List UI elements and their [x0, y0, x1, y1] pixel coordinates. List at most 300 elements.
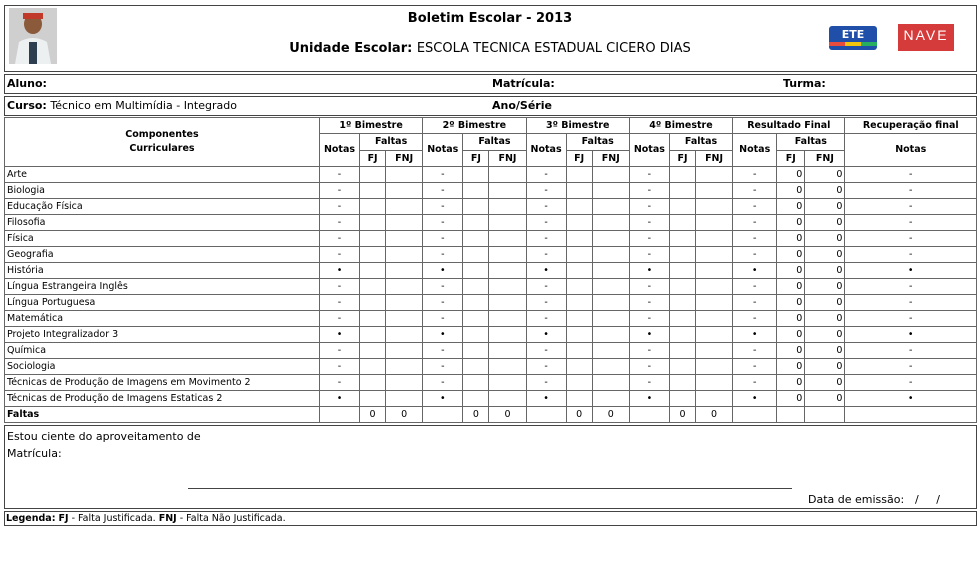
fnj-cell	[386, 295, 423, 311]
fj-cell	[669, 247, 695, 263]
fj-cell	[463, 375, 489, 391]
fj-cell	[669, 215, 695, 231]
nota-cell: -	[629, 199, 669, 215]
nota-final-cell: -	[733, 359, 777, 375]
nota-cell: •	[629, 327, 669, 343]
recuperacao-cell: -	[845, 247, 977, 263]
nota-cell: •	[319, 263, 359, 279]
fj-cell	[463, 279, 489, 295]
nota-final-cell: •	[733, 391, 777, 407]
table-row	[5, 279, 977, 295]
fnj-header: FNJ	[805, 151, 845, 167]
fnj-total-cell: 0	[386, 407, 423, 423]
fj-total-cell: 0	[463, 407, 489, 423]
fnj-cell	[696, 279, 733, 295]
fj-cell	[360, 311, 386, 327]
fj-cell	[360, 375, 386, 391]
nota-final-cell: -	[733, 279, 777, 295]
table-row	[5, 215, 977, 231]
recuperacao-cell: -	[845, 359, 977, 375]
fnj-cell	[489, 327, 526, 343]
fnj-cell	[386, 359, 423, 375]
fnj-final-cell: 0	[805, 183, 845, 199]
ano-serie-label: Ano/Série	[492, 99, 552, 112]
notas-header: Notas	[319, 134, 359, 167]
recuperacao-cell: •	[845, 391, 977, 407]
fj-cell	[566, 167, 592, 183]
nota-cell: -	[423, 295, 463, 311]
nota-cell: -	[629, 215, 669, 231]
nota-cell: -	[629, 231, 669, 247]
nota-cell: -	[629, 295, 669, 311]
fnj-cell	[386, 263, 423, 279]
nota-cell: -	[526, 215, 566, 231]
unit-label: Unidade Escolar:	[289, 41, 413, 56]
nota-final-cell: -	[733, 311, 777, 327]
componentes-label: Componentes	[125, 129, 199, 140]
data-emissao-label: Data de emissão:	[808, 493, 905, 506]
fnj-cell	[386, 183, 423, 199]
table-row	[5, 327, 977, 343]
recuperacao-cell: -	[845, 311, 977, 327]
fnj-header: FNJ	[592, 151, 629, 167]
fj-cell	[360, 199, 386, 215]
nota-cell: -	[423, 183, 463, 199]
nota-cell: -	[629, 183, 669, 199]
recuperacao-cell: -	[845, 183, 977, 199]
fnj-cell	[592, 215, 629, 231]
fj-final-cell: 0	[777, 199, 805, 215]
fnj-final-cell: 0	[805, 375, 845, 391]
recuperacao-header: Recuperação final	[845, 118, 977, 134]
faltas-header: Faltas	[566, 134, 629, 151]
fnj-cell	[696, 311, 733, 327]
fj-final-cell: 0	[777, 359, 805, 375]
faltas-header: Faltas	[669, 134, 732, 151]
nota-cell: •	[526, 263, 566, 279]
nota-cell: -	[526, 199, 566, 215]
fnj-cell	[386, 167, 423, 183]
table-row	[5, 343, 977, 359]
fnj-cell	[696, 391, 733, 407]
notas-header: Notas	[526, 134, 566, 167]
fnj-final-total-cell	[805, 407, 845, 423]
fnj-final-cell: 0	[805, 295, 845, 311]
nota-final-total-cell	[733, 407, 777, 423]
fnj-total-cell: 0	[696, 407, 733, 423]
fj-cell	[463, 391, 489, 407]
fj-cell	[360, 215, 386, 231]
fnj-cell	[592, 183, 629, 199]
nota-cell: -	[526, 279, 566, 295]
student-info-box	[4, 74, 977, 94]
fnj-cell	[489, 247, 526, 263]
fj-cell	[360, 295, 386, 311]
fj-cell	[463, 359, 489, 375]
fj-cell	[566, 215, 592, 231]
fj-cell	[360, 327, 386, 343]
fnj-cell	[592, 263, 629, 279]
fj-final-cell: 0	[777, 295, 805, 311]
fnj-cell	[386, 279, 423, 295]
legend-text: Legenda: FJ - Falta Justificada. FNJ - Falta Não Justificada.	[6, 513, 286, 524]
nota-cell: •	[526, 327, 566, 343]
fj-cell	[669, 295, 695, 311]
fj-cell	[360, 167, 386, 183]
fnj-final-cell: 0	[805, 279, 845, 295]
subject-name: Educação Física	[5, 199, 320, 215]
nota-cell: -	[423, 215, 463, 231]
fj-cell	[669, 375, 695, 391]
fnj-cell	[592, 359, 629, 375]
fj-cell	[669, 343, 695, 359]
fj-cell	[360, 231, 386, 247]
fj-cell	[463, 167, 489, 183]
fj-cell	[566, 375, 592, 391]
fnj-cell	[592, 295, 629, 311]
nota-final-cell: -	[733, 343, 777, 359]
fj-final-cell: 0	[777, 375, 805, 391]
nota-total-cell	[526, 407, 566, 423]
nota-final-cell: -	[733, 375, 777, 391]
fnj-cell	[386, 391, 423, 407]
fj-cell	[360, 391, 386, 407]
recuperacao-cell: -	[845, 279, 977, 295]
nota-cell: -	[526, 247, 566, 263]
curriculares-label: Curriculares	[129, 143, 195, 154]
subject-name: Biologia	[5, 183, 320, 199]
fj-cell	[566, 279, 592, 295]
fnj-final-cell: 0	[805, 231, 845, 247]
nota-cell: -	[423, 279, 463, 295]
fnj-cell	[386, 215, 423, 231]
nota-cell: -	[319, 167, 359, 183]
fnj-cell	[592, 375, 629, 391]
nota-cell: •	[629, 391, 669, 407]
matricula-label: Matrícula:	[492, 77, 555, 90]
table-row	[5, 263, 977, 279]
fj-cell	[566, 295, 592, 311]
nota-total-cell	[319, 407, 359, 423]
fj-cell	[360, 343, 386, 359]
bimestre-2-header: 2º Bimestre	[423, 118, 526, 134]
nota-final-cell: -	[733, 183, 777, 199]
fj-header: FJ	[777, 151, 805, 167]
fnj-cell	[489, 375, 526, 391]
fnj-cell	[386, 375, 423, 391]
nota-cell: -	[629, 375, 669, 391]
nota-cell: -	[319, 215, 359, 231]
fj-cell	[360, 247, 386, 263]
fnj-cell	[696, 295, 733, 311]
nota-cell: -	[423, 231, 463, 247]
fj-final-cell: 0	[777, 231, 805, 247]
nota-cell: -	[319, 295, 359, 311]
recuperacao-cell: -	[845, 215, 977, 231]
nota-cell: -	[423, 359, 463, 375]
fnj-cell	[592, 231, 629, 247]
nota-cell: -	[319, 231, 359, 247]
nave-logo: NAVE	[898, 24, 954, 51]
fj-cell	[669, 199, 695, 215]
faltas-total-row	[5, 407, 977, 423]
notas-header: Notas	[629, 134, 669, 167]
nota-cell: -	[319, 199, 359, 215]
recuperacao-cell: -	[845, 199, 977, 215]
nota-cell: -	[629, 311, 669, 327]
fnj-cell	[696, 327, 733, 343]
notas-header: Notas	[423, 134, 463, 167]
table-row	[5, 231, 977, 247]
nota-cell: -	[526, 295, 566, 311]
faltas-header: Faltas	[463, 134, 526, 151]
nota-cell: •	[423, 327, 463, 343]
nota-cell: -	[423, 343, 463, 359]
nota-final-cell: •	[733, 263, 777, 279]
fnj-cell	[386, 231, 423, 247]
subject-name: Arte	[5, 167, 320, 183]
fnj-cell	[489, 263, 526, 279]
nota-cell: -	[629, 343, 669, 359]
fnj-cell	[592, 167, 629, 183]
fnj-cell	[489, 183, 526, 199]
fnj-cell	[696, 247, 733, 263]
nota-cell: -	[526, 311, 566, 327]
nota-cell: -	[526, 359, 566, 375]
fnj-cell	[489, 231, 526, 247]
notas-header: Notas	[845, 134, 977, 167]
fj-cell	[669, 279, 695, 295]
nota-final-cell: -	[733, 231, 777, 247]
fnj-final-cell: 0	[805, 359, 845, 375]
resultado-final-header: Resultado Final	[733, 118, 845, 134]
nota-cell: -	[319, 311, 359, 327]
turma-label: Turma:	[783, 77, 826, 90]
matricula-footer: Matrícula:	[7, 447, 62, 460]
nota-cell: •	[629, 263, 669, 279]
curso-value: Técnico em Multimídia - Integrado	[50, 99, 237, 112]
bimestre-4-header: 4º Bimestre	[629, 118, 732, 134]
recuperacao-cell: -	[845, 375, 977, 391]
fj-cell	[360, 263, 386, 279]
fnj-cell	[696, 215, 733, 231]
fj-cell	[463, 311, 489, 327]
fj-cell	[360, 183, 386, 199]
fj-final-cell: 0	[777, 167, 805, 183]
fj-total-cell: 0	[360, 407, 386, 423]
fnj-final-cell: 0	[805, 311, 845, 327]
fj-cell	[463, 263, 489, 279]
fj-cell	[566, 311, 592, 327]
notas-header: Notas	[733, 134, 777, 167]
fnj-cell	[592, 279, 629, 295]
nota-cell: -	[423, 247, 463, 263]
subject-name: Técnicas de Produção de Imagens Estaticas 2	[5, 391, 320, 407]
fnj-final-cell: 0	[805, 215, 845, 231]
fj-cell	[566, 327, 592, 343]
faltas-header: Faltas	[777, 134, 845, 151]
fnj-final-cell: 0	[805, 167, 845, 183]
nota-cell: -	[319, 279, 359, 295]
fj-cell	[463, 183, 489, 199]
fj-cell	[669, 327, 695, 343]
faltas-total-label: Faltas	[5, 407, 320, 423]
fnj-cell	[386, 327, 423, 343]
fj-cell	[360, 279, 386, 295]
fj-cell	[566, 231, 592, 247]
fnj-total-cell: 0	[592, 407, 629, 423]
subject-name: Técnicas de Produção de Imagens em Movimento 2	[5, 375, 320, 391]
fj-final-cell: 0	[777, 183, 805, 199]
fnj-cell	[592, 343, 629, 359]
signature-line	[188, 488, 792, 489]
recuperacao-cell: -	[845, 231, 977, 247]
recuperacao-cell: •	[845, 263, 977, 279]
fj-cell	[566, 343, 592, 359]
fj-header: FJ	[463, 151, 489, 167]
curso-label: Curso: Técnico em Multimídia - Integrado	[7, 99, 237, 112]
fj-final-cell: 0	[777, 391, 805, 407]
nota-cell: -	[526, 231, 566, 247]
fnj-cell	[696, 375, 733, 391]
ciente-text: Estou ciente do aproveitamento de	[7, 430, 201, 443]
fj-cell	[463, 327, 489, 343]
bimestre-1-header: 1º Bimestre	[319, 118, 422, 134]
nota-cell: -	[526, 375, 566, 391]
fnj-final-cell: 0	[805, 391, 845, 407]
fj-cell	[463, 199, 489, 215]
fnj-cell	[592, 199, 629, 215]
recuperacao-cell: •	[845, 327, 977, 343]
nota-cell: -	[319, 247, 359, 263]
recuperacao-cell: -	[845, 167, 977, 183]
nota-cell: •	[423, 263, 463, 279]
unit-value: ESCOLA TECNICA ESTADUAL CICERO DIAS	[416, 41, 691, 56]
fj-cell	[463, 295, 489, 311]
report-title: Boletim Escolar - 2013	[407, 11, 573, 26]
fnj-cell	[592, 247, 629, 263]
fj-final-cell: 0	[777, 343, 805, 359]
fnj-cell	[386, 343, 423, 359]
fj-cell	[669, 391, 695, 407]
fj-header: FJ	[566, 151, 592, 167]
nota-cell: -	[526, 167, 566, 183]
data-emissao-value: / /	[915, 493, 940, 506]
fnj-final-cell: 0	[805, 327, 845, 343]
fnj-header: FNJ	[386, 151, 423, 167]
fnj-final-cell: 0	[805, 343, 845, 359]
aluno-label: Aluno:	[7, 77, 47, 90]
fnj-cell	[592, 391, 629, 407]
fj-cell	[566, 199, 592, 215]
subject-name: Língua Estrangeira Inglês	[5, 279, 320, 295]
fnj-cell	[489, 295, 526, 311]
fj-cell	[669, 263, 695, 279]
fnj-cell	[696, 199, 733, 215]
recuperacao-total-cell	[845, 407, 977, 423]
nota-final-cell: -	[733, 247, 777, 263]
fnj-cell	[696, 359, 733, 375]
nota-cell: •	[526, 391, 566, 407]
fnj-cell	[696, 343, 733, 359]
grade-table	[4, 117, 977, 423]
table-row	[5, 295, 977, 311]
fj-cell	[566, 359, 592, 375]
fj-cell	[566, 263, 592, 279]
nota-cell: -	[319, 359, 359, 375]
nota-cell: -	[629, 279, 669, 295]
bimestre-3-header: 3º Bimestre	[526, 118, 629, 134]
nota-cell: -	[629, 247, 669, 263]
fj-final-cell: 0	[777, 327, 805, 343]
nota-cell: -	[423, 375, 463, 391]
ete-logo-text: ETE	[841, 28, 865, 41]
fj-final-cell: 0	[777, 279, 805, 295]
recuperacao-cell: -	[845, 295, 977, 311]
subject-name: Geografia	[5, 247, 320, 263]
fnj-cell	[489, 391, 526, 407]
nota-final-cell: -	[733, 199, 777, 215]
table-row	[5, 391, 977, 407]
subject-name: Sociologia	[5, 359, 320, 375]
fj-final-cell: 0	[777, 263, 805, 279]
componentes-header	[5, 118, 320, 167]
fnj-final-cell: 0	[805, 199, 845, 215]
nota-cell: -	[423, 199, 463, 215]
nota-cell: -	[629, 359, 669, 375]
fnj-cell	[489, 215, 526, 231]
fj-total-cell: 0	[566, 407, 592, 423]
nota-cell: •	[319, 327, 359, 343]
fnj-cell	[489, 359, 526, 375]
nota-cell: -	[319, 375, 359, 391]
fnj-total-cell: 0	[489, 407, 526, 423]
fj-cell	[360, 359, 386, 375]
fnj-cell	[592, 311, 629, 327]
fnj-cell	[489, 311, 526, 327]
nota-cell: -	[423, 167, 463, 183]
fj-final-cell: 0	[777, 215, 805, 231]
fj-cell	[463, 231, 489, 247]
table-row	[5, 183, 977, 199]
nota-total-cell	[423, 407, 463, 423]
fj-cell	[566, 391, 592, 407]
nota-cell: •	[423, 391, 463, 407]
fnj-final-cell: 0	[805, 247, 845, 263]
fnj-cell	[696, 231, 733, 247]
fnj-cell	[592, 327, 629, 343]
fnj-cell	[696, 263, 733, 279]
recuperacao-cell: -	[845, 343, 977, 359]
nota-cell: -	[629, 167, 669, 183]
fnj-cell	[489, 279, 526, 295]
fj-final-cell: 0	[777, 311, 805, 327]
subject-name: Língua Portuguesa	[5, 295, 320, 311]
nota-cell: -	[526, 343, 566, 359]
fj-final-cell: 0	[777, 247, 805, 263]
fnj-cell	[386, 247, 423, 263]
fnj-cell	[386, 199, 423, 215]
fj-cell	[669, 311, 695, 327]
table-row	[5, 247, 977, 263]
fj-header: FJ	[360, 151, 386, 167]
fj-header: FJ	[669, 151, 695, 167]
fj-cell	[669, 359, 695, 375]
nota-cell: -	[423, 311, 463, 327]
subject-name: Matemática	[5, 311, 320, 327]
fnj-cell	[489, 199, 526, 215]
faltas-header: Faltas	[360, 134, 423, 151]
